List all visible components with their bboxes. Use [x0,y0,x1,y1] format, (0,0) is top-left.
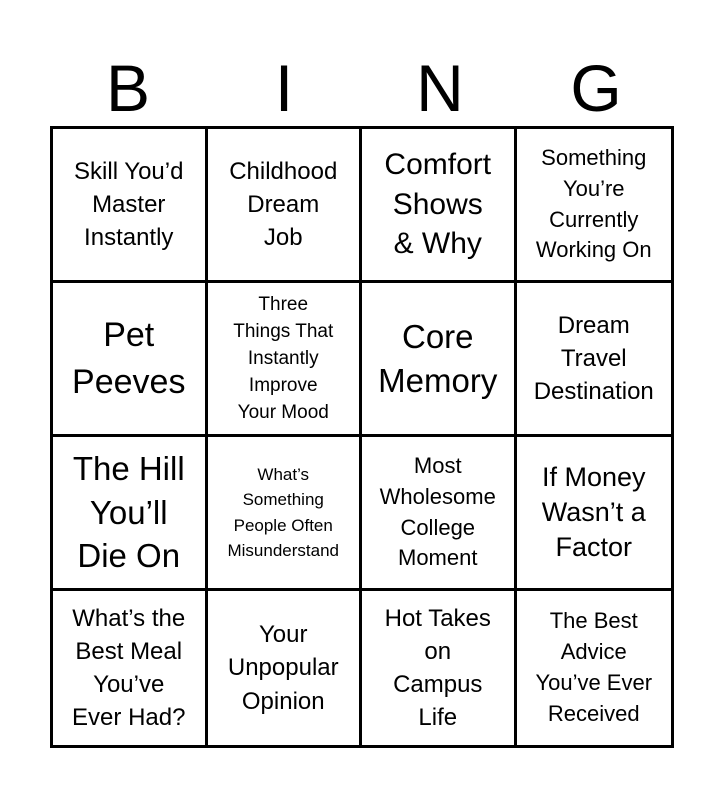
bingo-cell-r1c4[interactable] [517,129,672,283]
bingo-cell-r2c3[interactable] [362,283,517,437]
header-letter-g: G [570,51,622,125]
bingo-cell-r3c3[interactable] [362,437,517,591]
bingo-cell-r2c2[interactable] [208,283,363,437]
cell-text: What’s the Best Meal You’ve Ever Had? [72,604,186,732]
bingo-cell-r4c4[interactable] [517,591,672,745]
header-letter-b: B [105,51,151,125]
cell-text: Something You’re Currently Working On [535,144,652,263]
cell-text: Hot Takes on Campus Life [384,604,491,732]
cell-text: Pet Peeves [72,315,186,401]
cell-text: The Hill You’ll Die On [72,449,185,575]
bingo-header [50,50,674,126]
cell-text: Childhood Dream Job [229,157,338,252]
cell-text: Core Memory [378,317,498,399]
bingo-cell-r3c4[interactable] [517,437,672,591]
cell-text: Most Wholesome College Moment [379,452,496,571]
bingo-cell-r4c2[interactable] [208,591,363,745]
cell-text: Your Unpopular Opinion [227,621,339,715]
header-letter-n: N [416,51,464,125]
bingo-cell-r4c1[interactable] [53,591,208,745]
cell-text: Comfort Shows & Why [384,148,492,261]
bingo-cell-r3c1[interactable] [53,437,208,591]
header-letter-i: I [274,51,294,125]
cell-text: Three Things That Instantly Improve Your Mood [233,293,334,424]
bingo-cell-r3c2[interactable] [208,437,363,591]
bingo-cell-r4c3[interactable] [362,591,517,745]
cell-text: What’s Something People Often Misunderstand [227,464,339,560]
cell-text: Dream Travel Destination [533,311,654,406]
bingo-cell-r2c4[interactable] [517,283,672,437]
bingo-cell-r1c2[interactable] [208,129,363,283]
cell-text: The Best Advice You’ve Ever Received [535,608,653,726]
bingo-board [50,126,674,748]
cell-text: If Money Wasn’t a Factor [541,461,646,563]
bingo-cell-r1c1[interactable] [53,129,208,283]
bingo-cell-r2c1[interactable] [53,283,208,437]
bingo-cell-r1c3[interactable] [362,129,517,283]
cell-text: Skill You’d Master Instantly [74,157,184,252]
